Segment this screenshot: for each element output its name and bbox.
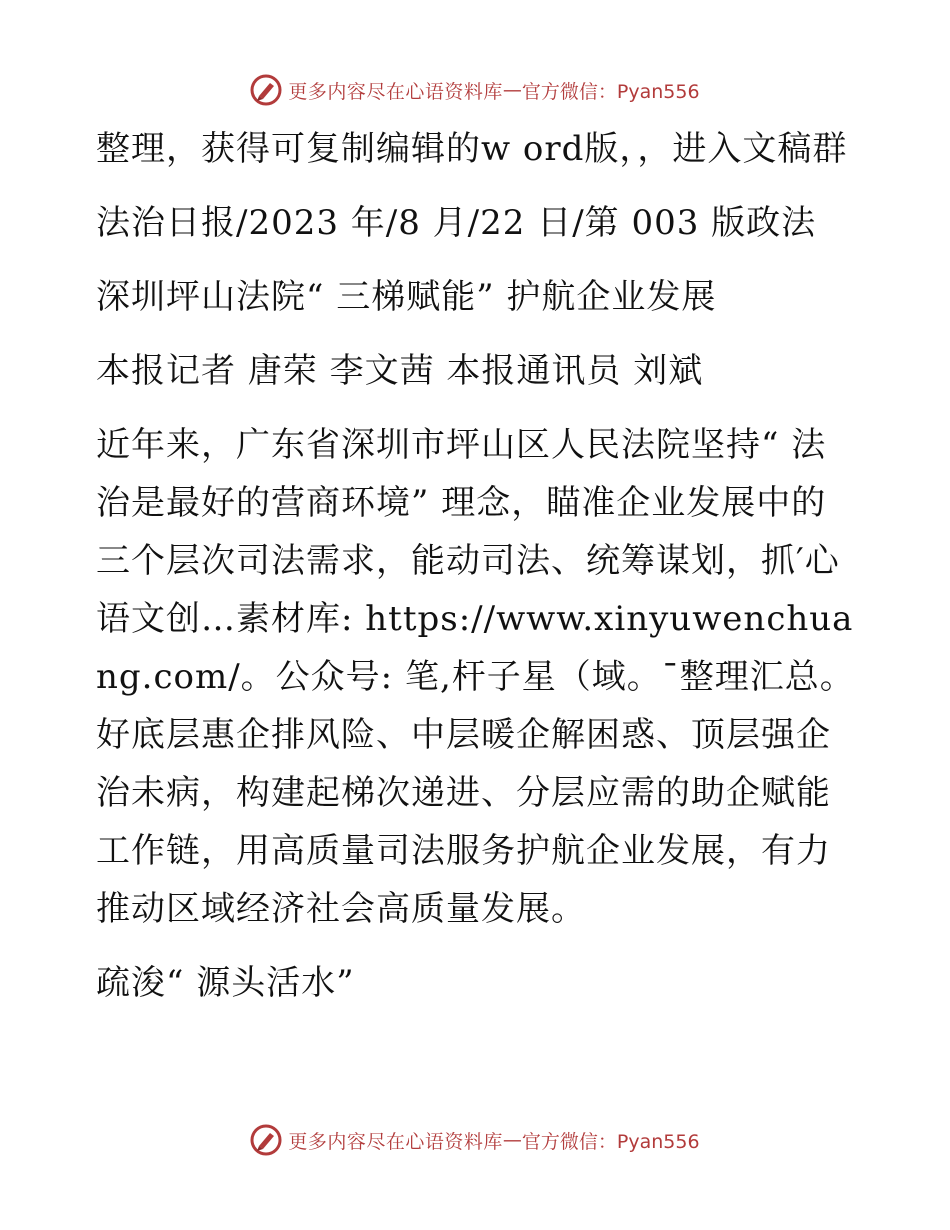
- banner-wechat-text: 官方微信：Pyan556: [521, 80, 700, 103]
- banner-separator: —: [502, 79, 522, 101]
- paragraph-source-line: 法治日报/2023 年/8 月/22 日/第 003 版政法: [96, 203, 817, 243]
- header-banner: [0, 70, 950, 110]
- banner-site-text: 更多内容尽在心语资料库: [288, 80, 503, 103]
- banner-wechat-text: 官方微信：Pyan556: [521, 1130, 700, 1153]
- footer-banner: [0, 1120, 950, 1160]
- paragraph-body: 近年来，广东省深圳市坪山区人民法院坚持“ 法治是最好的营商环境” 理念，瞄准企业发展中的三个层次司法需求，能动司法、统筹谋划，抓′心语文创…素材库: https://www.xinyuwenchuang.com/。公众号: 笔,杆子星（域。¯整理汇总。好底层惠企排风险、中层暖企解困惑、顶层强企治未病，构建起梯次递进、分层应需的助企赋能工作链，用高质量司法服务护航企业发展，有力推动区域经济社会高质量发展。: [96, 425, 855, 929]
- document-body: [96, 120, 856, 1028]
- section-heading: 疏浚“ 源头活水”: [96, 963, 355, 1003]
- article-title: 深圳坪山法院“ 三梯赋能” 护航企业发展: [96, 277, 717, 317]
- byline: 本报记者 唐荣 李文茜 本报通讯员 刘斌: [96, 351, 704, 391]
- pen-logo-icon: [250, 1124, 282, 1156]
- banner-site-text: 更多内容尽在心语资料库: [288, 1130, 503, 1153]
- banner-separator: —: [502, 1129, 522, 1151]
- paragraph-intro-note: 整理，获得可复制编辑的w ord版，，进入文稿群: [96, 129, 848, 169]
- pen-logo-icon: [250, 74, 282, 106]
